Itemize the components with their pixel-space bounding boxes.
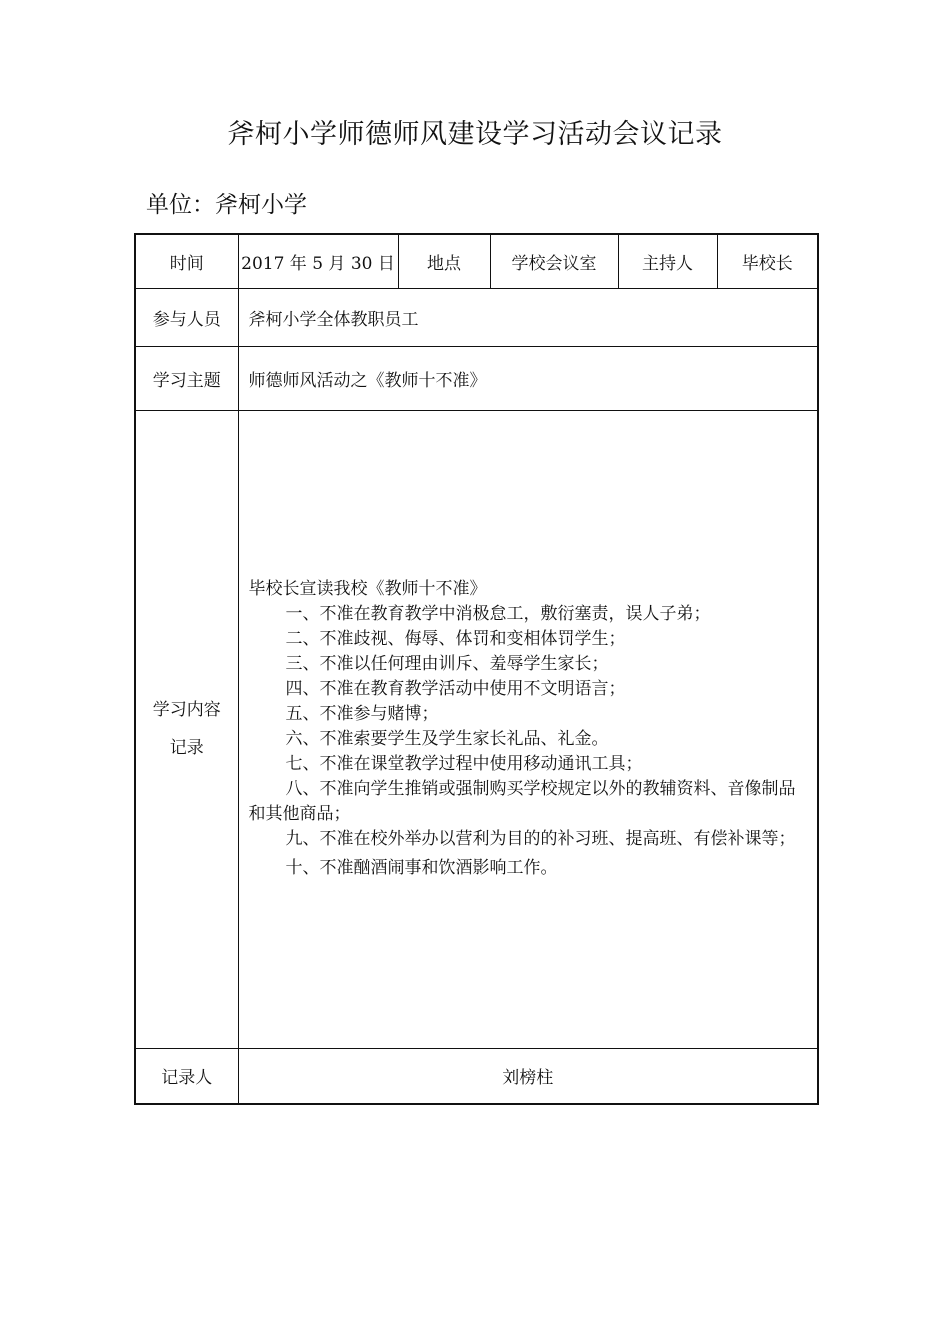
document-title: 斧柯小学师德师风建设学习活动会议记录: [227, 119, 723, 150]
table-row-participants: [135, 288, 818, 346]
table-row-content: [135, 410, 818, 1048]
rule-item-3: 三、不准以任何理由训斥、羞辱学生家长；: [285, 654, 609, 674]
host-label: 主持人: [618, 234, 717, 288]
rule-item-5: 五、不准参与赌博；: [285, 704, 439, 724]
unit-line: 单位：斧柯小学: [146, 192, 307, 218]
rule-item-1: 一、不准在教育教学中消极怠工，敷衍塞责，误人子弟；: [285, 604, 711, 624]
rule-item-10: 十、不准酗酒闹事和饮酒影响工作。: [285, 858, 558, 878]
content-label-line1: 学习内容: [152, 700, 221, 720]
topic-label: 学习主题: [135, 346, 238, 410]
rule-item-6: 六、不准索要学生及学生家长礼品、礼金。: [285, 729, 609, 749]
host-value: 毕校长: [717, 234, 818, 288]
table-row-topic: [135, 346, 818, 410]
participants-value: 斧柯小学全体教职员工: [238, 288, 818, 346]
meeting-record-table: [134, 233, 819, 1105]
table-row-time-place-host: [135, 234, 818, 288]
place-value: 学校会议室: [490, 234, 618, 288]
time-value: 2017 年 5 月 30 日: [238, 234, 398, 288]
content-label: [135, 410, 238, 1048]
rule-item-7: 七、不准在课堂教学过程中使用移动通讯工具；: [285, 754, 643, 774]
rule-item-4: 四、不准在教育教学活动中使用不文明语言；: [285, 679, 626, 699]
topic-value: 师德师风活动之《教师十不准》: [238, 346, 818, 410]
participants-label: 参与人员: [135, 288, 238, 346]
recorder-label: 记录人: [135, 1048, 238, 1104]
content-label-line2: 记录: [169, 738, 204, 758]
time-label: 时间: [135, 234, 238, 288]
place-label: 地点: [398, 234, 490, 288]
rule-item-9: 九、不准在校外举办以营利为目的的补习班、提高班、有偿补课等；: [285, 829, 796, 849]
recorder-value: 刘榜柱: [238, 1048, 818, 1104]
content-intro: 毕校长宣读我校《教师十不准》: [248, 579, 487, 599]
content-record: [238, 410, 818, 1048]
table-row-recorder: [135, 1048, 818, 1104]
rule-item-2: 二、不准歧视、侮辱、体罚和变相体罚学生；: [285, 629, 626, 649]
rule-item-8: 八、不准向学生推销或强制购买学校规定以外的教辅资料、音像制品和其他商品；: [248, 779, 796, 824]
